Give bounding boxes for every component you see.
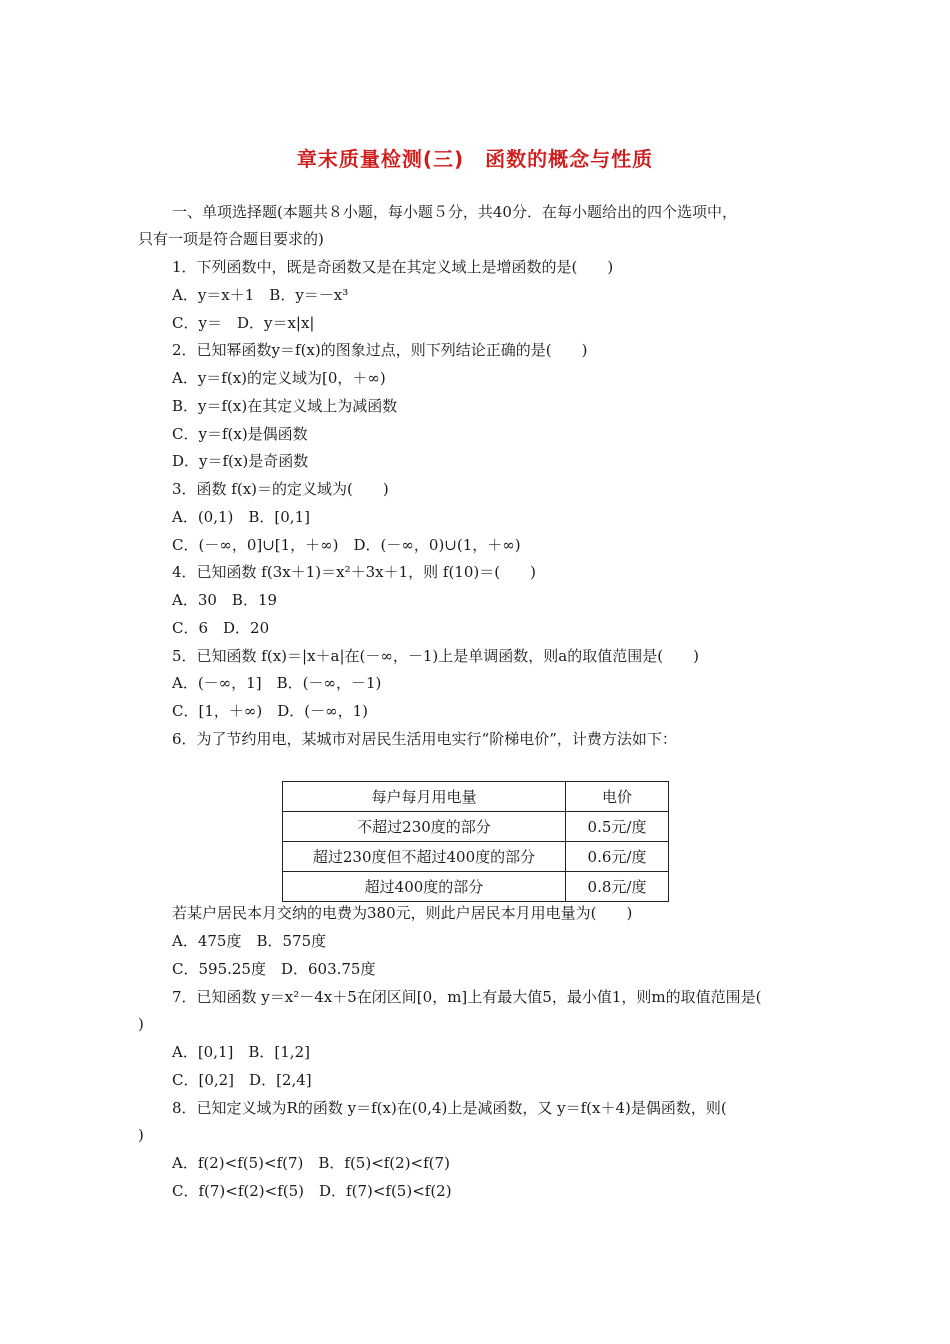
- question-6-stem: 6．为了节约用电，某城市对居民生活用电实行“阶梯电价”，计费方法如下：: [172, 730, 677, 748]
- table-cell-price: 0.6元/度: [566, 842, 669, 872]
- question-1-stem: 1．下列函数中，既是奇函数又是在其定义域上是增函数的是( ): [172, 258, 614, 276]
- question-7-stem-end: ): [138, 1015, 144, 1033]
- page-title: 章末质量检测(三) 函数的概念与性质: [296, 147, 654, 171]
- table-row: [283, 812, 669, 842]
- question-5-options-ab: A．(－∞，1] B．(－∞，－1): [172, 674, 382, 692]
- question-5-stem: 5．已知函数 f(x)＝|x＋a|在(－∞，－1)上是单调函数，则a的取值范围是( ): [172, 647, 699, 665]
- section-intro-line-2: 只有一项是符合题目要求的): [138, 230, 324, 248]
- question-6-question: 若某户居民本月交纳的电费为380元，则此户居民本月用电量为( ): [172, 904, 633, 922]
- question-8-stem-end: ): [138, 1126, 144, 1144]
- question-2-option-a: A．y＝f(x)的定义域为[0，＋∞): [172, 369, 386, 387]
- table-header-price: 电价: [566, 782, 669, 812]
- question-6-options-ab: A．475度 B．575度: [172, 932, 327, 950]
- question-4-options-ab: A．30 B．19: [172, 591, 278, 609]
- table-cell-price: 0.5元/度: [566, 812, 669, 842]
- question-5-options-cd: C．[1，＋∞) D．(－∞，1): [172, 702, 368, 720]
- question-8-stem: 8．已知定义域为R的函数 y＝f(x)在(0,4)上是减函数，又 y＝f(x＋4)是偶函数，则(: [172, 1099, 727, 1117]
- table-row: [283, 872, 669, 902]
- question-8-options-ab: A．f(2)<f(5)<f(7) B．f(5)<f(2)<f(7): [172, 1154, 450, 1172]
- table-row: [283, 842, 669, 872]
- question-2-stem: 2．已知幂函数y＝f(x)的图象过点，则下列结论正确的是( ): [172, 341, 588, 359]
- question-8-options-cd: C．f(7)<f(2)<f(5) D．f(7)<f(5)<f(2): [172, 1182, 452, 1200]
- question-7-options-ab: A．[0,1] B．[1,2]: [172, 1043, 310, 1061]
- question-3-options-ab: A．(0,1) B．[0,1]: [172, 508, 310, 526]
- question-7-options-cd: C．[0,2] D．[2,4]: [172, 1071, 312, 1089]
- question-2-option-b: B．y＝f(x)在其定义域上为减函数: [172, 397, 398, 415]
- table-cell-usage: 超过400度的部分: [283, 872, 566, 902]
- question-6-options-cd: C．595.25度 D．603.75度: [172, 960, 376, 978]
- question-7-stem: 7．已知函数 y＝x²－4x＋5在闭区间[0，m]上有最大值5，最小值1，则m的取值范围是(: [172, 988, 762, 1006]
- table-cell-usage: 不超过230度的部分: [283, 812, 566, 842]
- question-2-option-d: D．y＝f(x)是奇函数: [172, 452, 309, 470]
- table-cell-price: 0.8元/度: [566, 872, 669, 902]
- question-2-option-c: C．y＝f(x)是偶函数: [172, 425, 308, 443]
- electricity-price-table: [282, 781, 669, 902]
- question-1-options-cd: C．y＝ D．y＝x|x|: [172, 314, 315, 332]
- question-4-options-cd: C．6 D．20: [172, 619, 270, 637]
- question-1-options-ab: A．y＝x＋1 B．y＝－x³: [172, 286, 349, 304]
- question-4-stem: 4．已知函数 f(3x＋1)＝x²＋3x＋1，则 f(10)＝( ): [172, 563, 536, 581]
- question-3-stem: 3．函数 f(x)＝的定义域为( ): [172, 480, 389, 498]
- table-cell-usage: 超过230度但不超过400度的部分: [283, 842, 566, 872]
- table-header-usage: 每户每月用电量: [283, 782, 566, 812]
- table-header-row: [283, 782, 669, 812]
- question-3-options-cd: C．(－∞，0]∪[1，＋∞) D．(－∞，0)∪(1，＋∞): [172, 536, 521, 554]
- section-intro-line-1: 一、单项选择题(本题共８小题，每小题５分，共40分．在每小题给出的四个选项中，: [172, 203, 737, 221]
